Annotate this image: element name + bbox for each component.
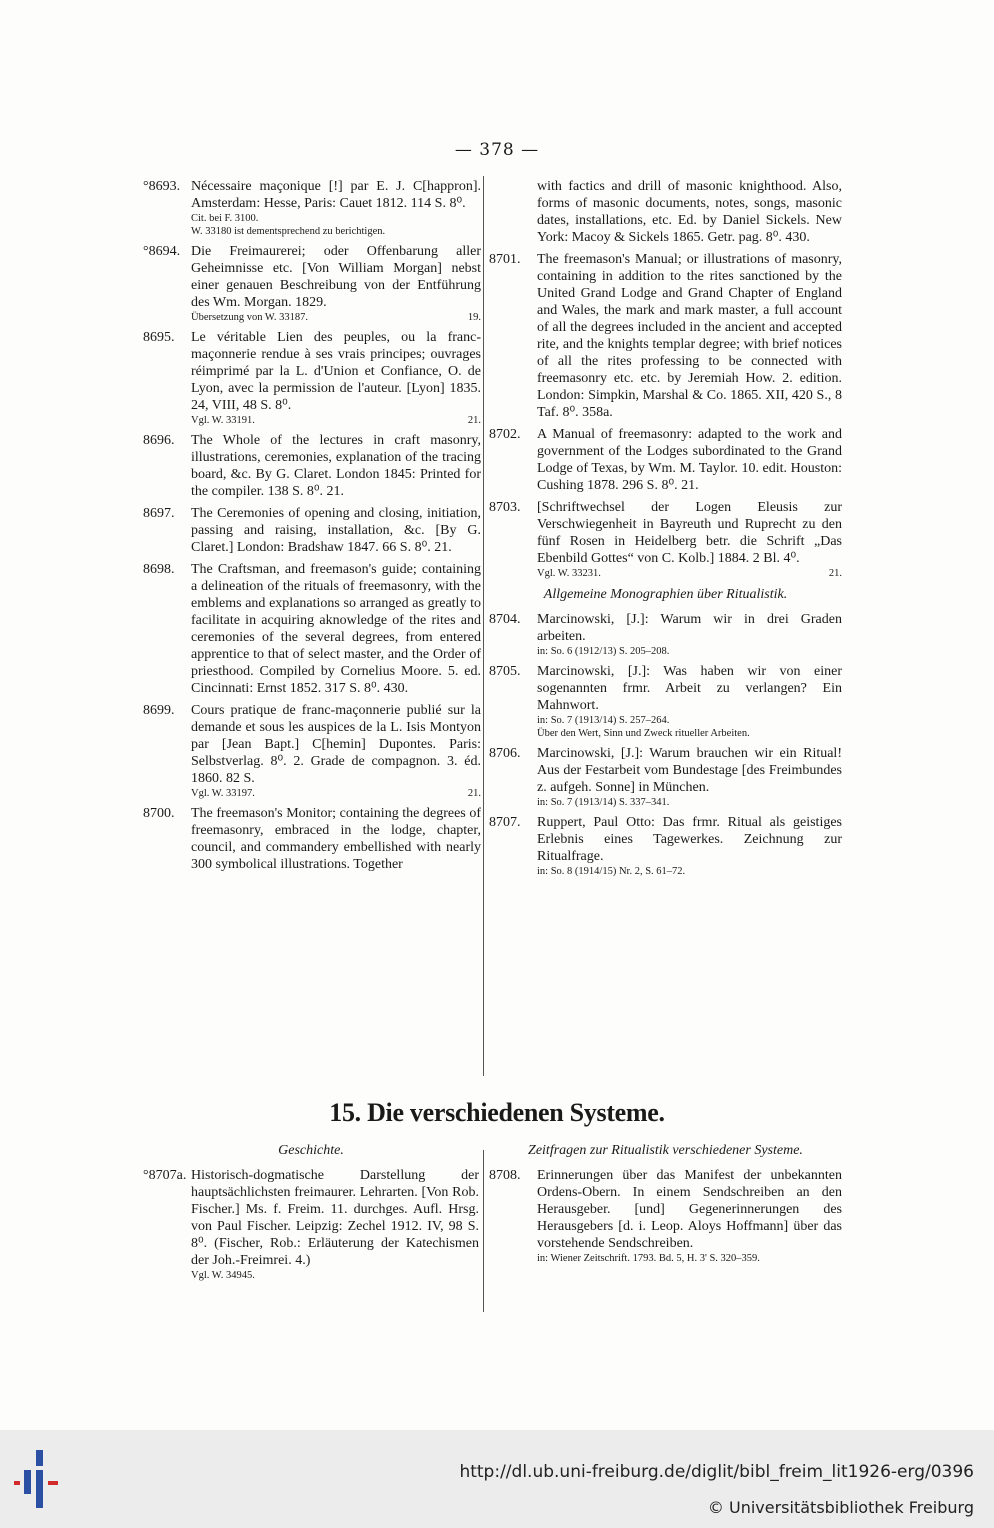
entry-number: 8701. xyxy=(489,252,521,267)
entry-body: The Whole of the lectures in craft masonry, illustrations, ceremonies, explanation of the tracing board, &c. By G. Claret. London 1845: Printed for the compiler. 138 S. 8⁰. 21. xyxy=(191,433,481,499)
entry-reference-part: 19. xyxy=(467,312,481,323)
library-logo-icon xyxy=(14,1448,66,1510)
entry-reference-part: Vgl. W. 33191. xyxy=(191,415,255,426)
entries-left xyxy=(143,178,481,873)
subheading-zeitfragen: Zeitfragen zur Ritualistik verschiedener Systeme. xyxy=(528,1143,803,1158)
entry-number: 8698. xyxy=(143,562,175,577)
bibliography-entry xyxy=(489,663,842,740)
entry-reference xyxy=(191,311,481,324)
entry-text xyxy=(537,611,842,658)
entries-right-2 xyxy=(489,611,842,878)
entries-right-3 xyxy=(489,1167,842,1265)
entry-note: Über den Wert, Sinn und Zweck ritueller Arbeiten. xyxy=(537,728,750,739)
entry-body: Marcinowski, [J.]: Warum wir in drei Graden arbeiten. xyxy=(537,612,842,644)
bibliography-entry xyxy=(143,805,481,873)
bibliography-entry xyxy=(489,426,842,494)
bibliography-entry xyxy=(143,1167,479,1282)
entry-body: Die Freimaurerei; oder Offenbarung aller Geheimnisse etc. [Von William Morgan] nebst einer genauen Beschreibung von der Entführung des Wm. Morgan. 1829. xyxy=(191,244,481,310)
entry-number: 8708. xyxy=(489,1168,521,1183)
entries-left-3 xyxy=(143,1167,479,1282)
entry-note: W. 33180 ist dementsprechend zu berichtigen. xyxy=(191,226,386,237)
left-column xyxy=(143,178,481,878)
page-number: — 378 — xyxy=(454,140,540,160)
entry-body: The freemason's Monitor; containing the degrees of freemasonry, embraced in the lodge, chapter, council, and commandery embellished with nearly 300 symbolical illustrations. Together xyxy=(191,806,481,872)
bibliography-entry xyxy=(143,561,481,697)
entry-number: °8694. xyxy=(143,244,181,259)
bibliography-entry xyxy=(489,499,842,580)
entry-text xyxy=(537,1167,842,1265)
bibliography-entry xyxy=(143,702,481,800)
entry-number: 8700. xyxy=(143,806,175,821)
entry-text xyxy=(191,329,481,427)
bibliography-entry xyxy=(143,243,481,324)
entry-number xyxy=(489,178,537,246)
entry-number: 8707. xyxy=(489,815,521,830)
entry-text xyxy=(191,243,481,324)
entry-text xyxy=(191,702,481,800)
entry-number: °8707a. xyxy=(143,1168,187,1183)
entry-text xyxy=(537,745,842,809)
entry-number: 8699. xyxy=(143,703,175,718)
bibliography-entry xyxy=(489,178,842,246)
bibliography-entry xyxy=(143,178,481,238)
column-divider xyxy=(483,176,484,1076)
bibliography-entry xyxy=(489,814,842,878)
entry-text xyxy=(191,805,481,873)
bibliography-entry xyxy=(489,1167,842,1265)
entry-note: in: So. 7 (1913/14) S. 257–264. xyxy=(537,715,670,726)
entry-text xyxy=(537,251,842,421)
entry-number: 8703. xyxy=(489,500,521,515)
entry-text xyxy=(191,505,481,556)
entry-note: in: Wiener Zeitschrift. 1793. Bd. 5, H. 3' S. 320–359. xyxy=(537,1253,760,1264)
permalink-url[interactable]: http://dl.ub.uni-freiburg.de/diglit/bibl_freim_lit1926-erg/0396 xyxy=(459,1462,974,1482)
entry-number: 8696. xyxy=(143,433,175,448)
bibliography-entry xyxy=(489,611,842,658)
entry-body: [Schriftwechsel der Logen Eleusis zur Verschwiegenheit in Bayreuth und Ruprecht zu den fünf Rosen in Heidelberg betr. die Schrift „Das Ebenbild Gottes“ von C. Kolb.] 1884. 2 Bl. 4⁰. xyxy=(537,500,842,566)
entry-body: The Ceremonies of opening and closing, initiation, passing and raising, installation, &c. [By G. Claret.] London: Bradshaw 1847. 66 S. 8⁰. 21. xyxy=(191,506,481,555)
entry-body: Erinnerungen über das Manifest der unbekannten Ordens-Obern. In einem Sendschreiben an den Herausgeber. [und] Gegenerinnerungen des Herausgebers [d. i. Leop. Aloys Hoffmann] über das vorstehende Sendschreiben. xyxy=(537,1168,842,1251)
entry-note: Cit. bei F. 3100. xyxy=(191,213,259,224)
entry-text xyxy=(191,432,481,500)
entry-number: 8705. xyxy=(489,664,521,679)
entry-note: in: So. 7 (1913/14) S. 337–341. xyxy=(537,797,670,808)
entry-reference xyxy=(191,787,481,800)
entry-reference xyxy=(537,567,842,580)
entry-body: The freemason's Manual; or illustrations of masonry, containing in addition to the rites sanctioned by the United Grand Lodge and Grand Chapter of England and Wales, the mark and mark master, a full account of all the degrees included in the ancient and accepted rite, and the knights templar degree; with brief notices of all the rites professing to be connected with freemasonry etc. etc. by Jeremiah How. 2. edition. London: Simpkin, Marshal & Co. 1865. XII, 420 S., 8 Taf. 8⁰. 358a. xyxy=(537,252,842,420)
subheading-geschichte: Geschichte. xyxy=(278,1143,344,1158)
entry-body: Historisch-dogmatische Darstellung der hauptsächlichsten freimaurer. Lehrarten. [Von Rob. Fischer.] Ms. f. Freim. 11. durchges. Aufl. Hrsg. von Paul Fischer. Leipzig: Zechel 1912. IV, 98 S. 8⁰. (Fischer, Rob.: Erläuterung der Katechismen der Joh.-Freimrei. 4.) xyxy=(191,1168,479,1268)
entry-reference-part: 21. xyxy=(467,788,481,799)
entry-text xyxy=(191,1167,479,1282)
bibliography-entry xyxy=(143,432,481,500)
entry-body: A Manual of freemasonry: adapted to the work and government of the Lodges subordinated to the Grand Lodge of Texas, by Wm. M. Taylor. 10. edit. Houston: Cushing 1878. 296 S. 8⁰. 21. xyxy=(537,427,842,493)
entry-text xyxy=(537,178,842,246)
entry-reference-part: Vgl. W. 33231. xyxy=(537,568,601,579)
entry-body: Marcinowski, [J.]: Warum brauchen wir ein Ritual! Aus der Festarbeit vom Bundestage [des Freimbundes z. aufgeh. Sonne] in München. xyxy=(537,746,842,795)
entry-text xyxy=(191,178,481,238)
lower-left-column xyxy=(143,1136,479,1287)
entry-body: Marcinowski, [J.]: Was haben wir von einer sogenannten frmr. Arbeit zu verlangen? Ein Mahnwort. xyxy=(537,664,842,713)
entry-number: °8693. xyxy=(143,179,181,194)
bibliography-entry xyxy=(143,329,481,427)
entry-body: Cours pratique de franc-maçonnerie publié sur la demande et sous les auspices de la L. Isis Montyon par [Jean Bapt.] C[hemin] Dupontes. Paris: Selbstverlag. 8⁰. 2. Grade de compagnon. 3. éd. 1860. 82 S. xyxy=(191,703,481,786)
column-divider-lower xyxy=(483,1150,484,1312)
entry-reference-part: Übersetzung von W. 33187. xyxy=(191,312,308,323)
entry-number: 8704. xyxy=(489,612,521,627)
entry-text xyxy=(537,499,842,580)
entry-text xyxy=(537,814,842,878)
bibliography-entry xyxy=(489,745,842,809)
entry-body: Le véritable Lien des peuples, ou la franc-maçonnerie rendue à ses vrais principes; ouvrages réimprimé par la L. d'Union et Confiance, O. de Lyon, avec la permission de l'auteur. [Lyon] 1835. 24, VIII, 48 S. 8⁰. xyxy=(191,330,481,413)
entry-reference-part: Vgl. W. 33197. xyxy=(191,788,255,799)
entry-body: with factics and drill of masonic knighthood. Also, forms of masonic documents, notes, songs, masonic dates, installations, etc. Ed. by Daniel Sickels. New York: Macoy & Sickels 1865. Getr. pag. 8⁰. 430. xyxy=(537,179,842,245)
right-section-heading: Allgemeine Monographien über Ritualistik. xyxy=(543,587,788,602)
library-footer xyxy=(0,1430,994,1528)
entries-right xyxy=(489,178,842,580)
bibliography-entry xyxy=(143,505,481,556)
entry-number: 8697. xyxy=(143,506,175,521)
entry-note: in: So. 8 (1914/15) Nr. 2, S. 61–72. xyxy=(537,866,686,877)
section-title: 15. Die verschiedenen Systeme. xyxy=(329,1098,665,1127)
copyright-notice: © Universitätsbibliothek Freiburg xyxy=(707,1498,974,1517)
entry-body: Ruppert, Paul Otto: Das frmr. Ritual als geistiges Erlebnis eines Tagewerkes. Zeichnung zur Ritualfrage. xyxy=(537,815,842,864)
entry-number: 8702. xyxy=(489,427,521,442)
entry-text xyxy=(191,561,481,697)
entry-reference xyxy=(191,414,481,427)
entry-note: in: So. 6 (1912/13) S. 205–208. xyxy=(537,646,670,657)
bibliography-entry xyxy=(489,251,842,421)
entry-reference-part: 21. xyxy=(467,415,481,426)
entry-note: Vgl. W. 34945. xyxy=(191,1270,255,1281)
entry-body: The Craftsman, and freemason's guide; containing a delineation of the rituals of freemasonry, with the emblems and explanations so arranged as greatly to facilitate in acquiring aknowledge of the rites and ceremonies of the several degrees, from entered apprentice to that of select master, and the Order of priesthood. Compiled by Cornelius Moore. 5. ed. Cincinnati: Ernst 1852. 317 S. 8⁰. 430. xyxy=(191,562,481,696)
entry-number: 8706. xyxy=(489,746,521,761)
entry-text xyxy=(537,426,842,494)
entry-reference-part: 21. xyxy=(828,568,842,579)
entry-number: 8695. xyxy=(143,330,175,345)
right-column xyxy=(489,178,842,883)
lower-right-column xyxy=(489,1136,842,1270)
entry-body: Nécessaire maçonique [!] par E. J. C[happron]. Amsterdam: Hesse, Paris: Cauet 1812. 114 S. 8⁰. xyxy=(191,179,481,211)
entry-text xyxy=(537,663,842,740)
